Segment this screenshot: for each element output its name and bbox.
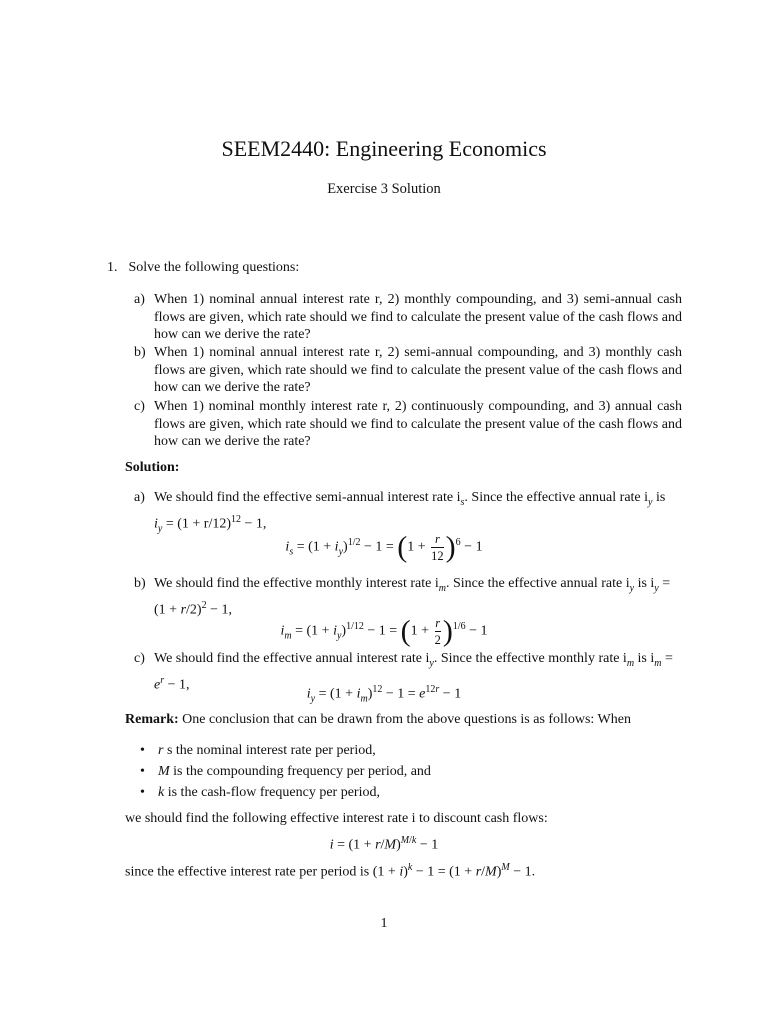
equation-iy: $i_y = (1 + i_m)^{12} - 1 = e^{12r} - 1$: [306, 684, 462, 705]
bullet-item: • M is the compounding frequency per period, and: [140, 764, 431, 779]
remark-text: One conclusion that can be drawn from the above questions is as follows: When: [178, 712, 631, 727]
question-number: 1.: [107, 260, 118, 275]
part-label: b): [134, 576, 146, 591]
part-text: We should find the effective monthly interest rate $i_m$. Since the effective annual rate $i_y$ is $i_y$ = $(1 + r/2)^2 - 1$,: [154, 576, 671, 618]
question-part-a: [134, 291, 682, 344]
remark-paragraph: [125, 712, 631, 728]
page-number: 1: [380, 916, 388, 931]
part-text: When 1) nominal monthly interest rate r, 2) continuously compounding, and 3) annual cash flows are given, which rate should we find to calculate the present value of the cash flows and how can we derive the rate?: [154, 399, 682, 449]
remark-label: Remark:: [125, 712, 179, 727]
part-label: a): [134, 490, 145, 505]
question-part-c: [134, 398, 682, 451]
solution-part-a: [134, 489, 682, 538]
part-text: We should find the effective semi-annual interest rate $i_s$. Since the effective annual rate $i_y$ is $i_y = (1 + r/12)^{12} - 1$,: [154, 490, 666, 535]
discount-paragraph: we should find the following effective interest rate i to discount cash flows:: [125, 811, 548, 826]
part-label: a): [134, 292, 145, 307]
since-paragraph: since the effective interest rate per period is $(1 + i)^k - 1 = (1 + r/M)^M - 1$.: [125, 862, 536, 880]
question-part-b: [134, 344, 682, 397]
part-label: c): [134, 399, 145, 414]
solution-part-b: [134, 575, 682, 619]
bullet-item: • k is the cash-flow frequency per period,: [140, 785, 380, 800]
bullet-item: • r s the nominal interest rate per period,: [140, 743, 376, 758]
part-text: When 1) nominal annual interest rate r, 2) semi-annual compounding, and 3) monthly cash flows are given, which rate should we find to calculate the present value of the cash flows and how can we derive the rate?: [154, 345, 682, 395]
part-label: b): [134, 345, 146, 360]
question-1: [107, 260, 299, 276]
equation-im: $i_m = (1 + i_y)^{1/12} - 1 = (1$ + $\frac{r}{2}$ )$^{1/6}$ − 1: [280, 614, 488, 648]
part-text: When 1) nominal annual interest rate r, 2) monthly compounding, and 3) semi-annual cash flows are given, which rate should we find to calculate the present value of the cash flows and how can we derive the rate?: [154, 292, 682, 342]
part-label: c): [134, 651, 145, 666]
part-text: We should find the effective annual interest rate $i_y$. Since the effective monthly rate $i_m$ is $i_m$ = $e^r - 1$,: [154, 651, 673, 693]
equation-is: $i_s = (1 + i_y)^{1/2} - 1 = (1$ + $\frac{r}{12}$ )$^6$ − 1: [285, 530, 483, 564]
question-text: Solve the following questions:: [128, 260, 300, 275]
solution-heading: Solution:: [125, 460, 180, 475]
page-title: SEEM2440: Engineering Economics: [221, 136, 547, 161]
page-subtitle: Exercise 3 Solution: [327, 181, 441, 197]
equation-i: $i = (1 + r/M)^{M/k} - 1$: [329, 835, 439, 853]
